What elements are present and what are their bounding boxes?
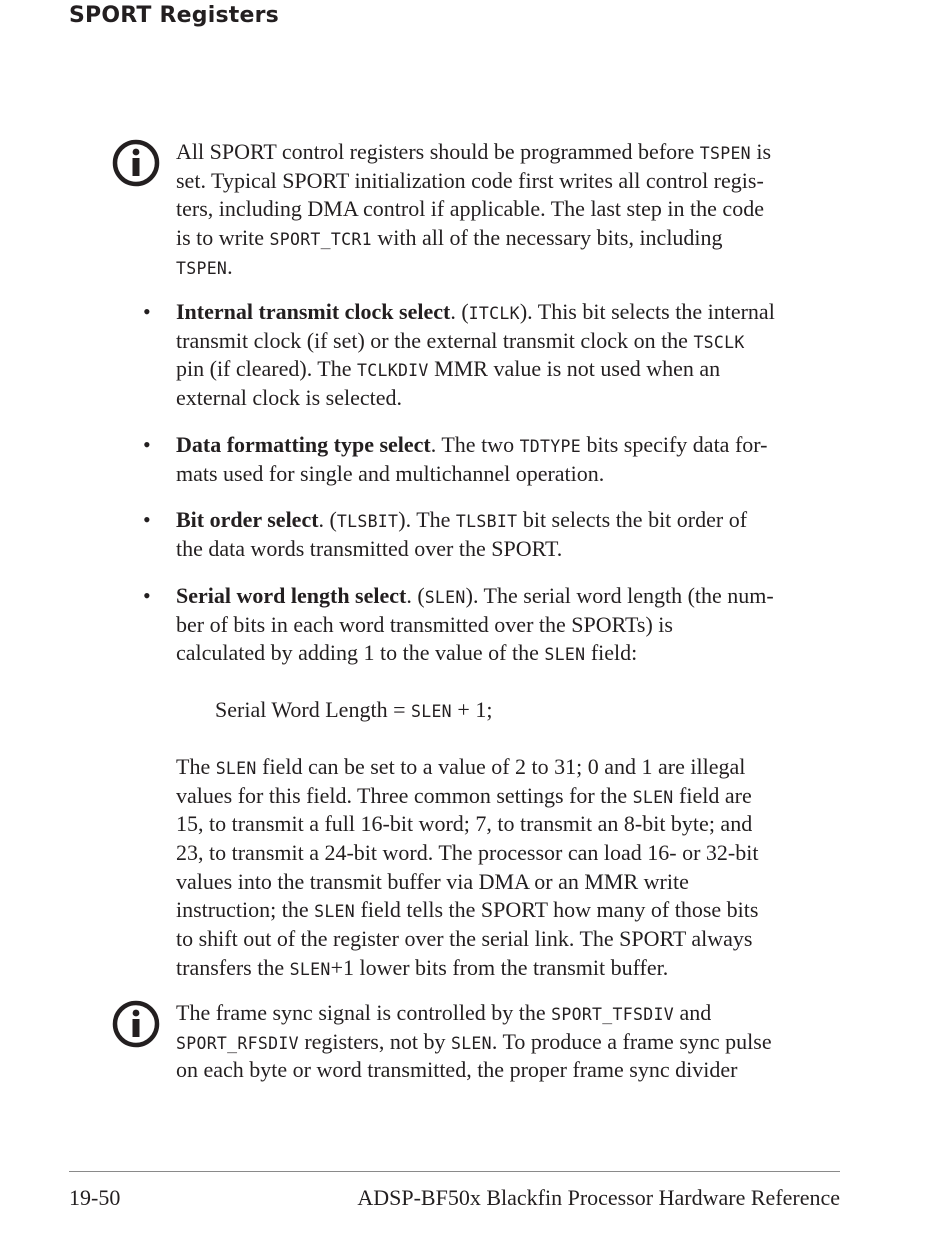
bold-term: Bit order select: [176, 507, 319, 532]
text-line: [176, 925, 846, 954]
text-line: [176, 138, 846, 167]
text-run: . (: [318, 507, 337, 532]
text-line: [176, 753, 846, 782]
register-name: SPORT_TFSDIV: [551, 1005, 674, 1024]
text-run: +1 lower bits from the transmit buffer.: [330, 954, 669, 980]
text-run: ). The serial word length (the num-: [465, 583, 774, 608]
page-number: 19-50: [69, 1185, 121, 1210]
register-name: TLSBIT: [455, 512, 518, 531]
text-run: ber of bits in each word transmitted over the SPORTs) is: [176, 611, 673, 637]
text-run: + 1;: [451, 697, 493, 722]
text-line: [176, 868, 846, 897]
text-line: [176, 582, 846, 611]
text-run: bit selects the bit order of: [517, 507, 748, 532]
register-name: SPORT_TCR1: [269, 230, 372, 250]
register-name: SLEN: [314, 902, 356, 922]
bullet-marker: •: [143, 507, 151, 532]
text-run: registers, not by: [298, 1028, 451, 1054]
text-line: [176, 506, 846, 535]
text-line: [176, 384, 846, 413]
text-run: . To produce a frame sync pulse: [491, 1028, 772, 1054]
text-run: Serial Word Length =: [215, 697, 411, 722]
slen-paragraph: [176, 753, 846, 983]
text-line: [176, 639, 846, 668]
text-run: transmit clock (if set) or the external transmit clock on the: [176, 327, 694, 353]
text-line: [176, 167, 846, 196]
bullet-data-format: [176, 431, 846, 488]
info-icon: [111, 138, 161, 188]
text-run: set. Typical SPORT initialization code first writes all control regis-: [176, 167, 764, 193]
text-run: mats used for single and multichannel operation.: [176, 460, 605, 486]
text-run: . (: [406, 583, 425, 608]
text-run: ). The: [398, 507, 456, 532]
text-run: field:: [585, 640, 638, 666]
bullet-bit-order: [176, 506, 846, 563]
text-line: [176, 839, 846, 868]
text-run: The: [176, 754, 216, 779]
text-run: and: [673, 1000, 712, 1025]
text-line: [176, 810, 846, 839]
bullet-word-length: [176, 582, 846, 668]
text-run: MMR value is not used when an: [428, 356, 721, 382]
text-run: field can be set to a value of 2 to 31; 0 and 1 are illegal: [256, 754, 746, 779]
register-name: SLEN: [424, 588, 466, 607]
text-line: [176, 1028, 846, 1057]
note-1-text: [176, 138, 846, 281]
bold-term: Data formatting type select: [176, 432, 431, 457]
text-line: [176, 431, 846, 460]
text-run: 23, to transmit a 24-bit word. The processor can load 16- or 32-bit: [176, 840, 759, 866]
text-run: . (: [450, 299, 469, 324]
page-header-title: SPORT Registers: [69, 3, 279, 28]
text-run: is: [750, 139, 772, 164]
text-run: on each byte or word transmitted, the proper frame sync divider: [176, 1057, 738, 1083]
register-name: SLEN: [544, 645, 586, 665]
text-line: [176, 224, 846, 253]
register-name: TLSBIT: [336, 512, 399, 531]
bullet-marker: •: [143, 583, 151, 608]
text-run: .: [227, 253, 233, 279]
text-run: bits specify data for-: [580, 432, 768, 457]
register-name: TDTYPE: [519, 437, 581, 456]
text-run: 15, to transmit a full 16-bit word; 7, to transmit an 8-bit byte; and: [176, 811, 753, 837]
text-run: field tells the SPORT how many of those bits: [355, 897, 759, 923]
register-name: ITCLK: [468, 304, 520, 323]
book-title: ADSP-BF50x Blackfin Processor Hardware Reference: [357, 1185, 840, 1210]
bullet-internal-clock: [176, 298, 846, 413]
text-line: [176, 327, 846, 356]
info-icon: [111, 999, 161, 1049]
text-run: field are: [673, 782, 752, 808]
text-line: [176, 195, 846, 224]
text-run: . The two: [430, 432, 520, 457]
text-line: [176, 535, 846, 564]
register-name: SLEN: [289, 959, 331, 979]
bold-term: Serial word length select: [176, 583, 407, 608]
bullet-marker: •: [143, 299, 151, 324]
text-run: external clock is selected.: [176, 385, 403, 411]
register-name: TSPEN: [699, 144, 751, 163]
text-run: All SPORT control registers should be programmed before: [176, 139, 700, 164]
text-line: [176, 896, 846, 925]
text-line: [176, 611, 846, 640]
text-line: [176, 782, 846, 811]
text-run: the data words transmitted over the SPORT.: [176, 535, 563, 561]
bold-term: Internal transmit clock select: [176, 299, 451, 324]
text-line: [176, 954, 846, 983]
text-run: to shift out of the register over the serial link. The SPORT always: [176, 926, 753, 952]
register-name: TSPEN: [176, 258, 228, 278]
register-name: SLEN: [410, 702, 452, 721]
footer-divider: [69, 1171, 840, 1172]
text-run: calculated by adding 1 to the value of the: [176, 640, 545, 666]
text-run: The frame sync signal is controlled by the: [176, 1000, 552, 1025]
text-run: instruction; the: [176, 897, 315, 923]
text-line: [176, 999, 846, 1028]
text-run: ). This bit selects the internal: [519, 299, 775, 324]
register-name: TSCLK: [693, 332, 745, 352]
register-name: SLEN: [215, 759, 257, 778]
text-run: pin (if cleared). The: [176, 356, 358, 382]
text-line: [176, 298, 846, 327]
register-name: SLEN: [632, 787, 674, 807]
text-line: [176, 253, 846, 282]
register-name: SPORT_RFSDIV: [176, 1033, 299, 1053]
text-run: transfers the: [176, 954, 290, 980]
text-line: [176, 1056, 846, 1085]
register-name: SLEN: [450, 1033, 492, 1053]
register-name: TCLKDIV: [357, 361, 429, 381]
formula-serial-word-length: [215, 696, 492, 725]
note-2-text: [176, 999, 846, 1085]
text-line: [176, 460, 846, 489]
text-run: values for this field. Three common settings for the: [176, 782, 633, 808]
text-run: values into the transmit buffer via DMA or an MMR write: [176, 868, 689, 894]
bullet-marker: •: [143, 432, 151, 457]
text-run: with all of the necessary bits, including: [371, 225, 723, 251]
text-run: ters, including DMA control if applicable. The last step in the code: [176, 196, 764, 222]
text-run: is to write: [176, 225, 270, 251]
text-line: [176, 355, 846, 384]
